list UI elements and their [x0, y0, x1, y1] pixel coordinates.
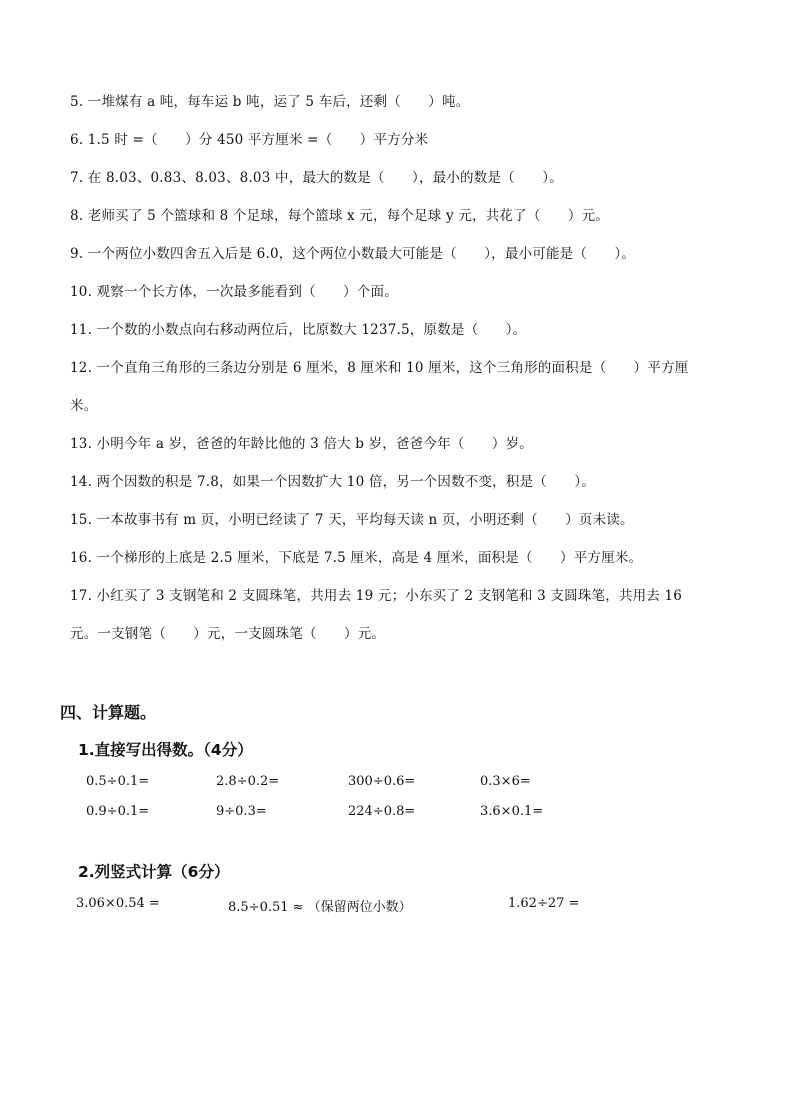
question-11: 11. 一个数的小数点向右移动两位后，比原数大 1237.5，原数是（ ）。: [70, 322, 527, 338]
question-6: 6. 1.5 时 =（ ）分 450 平方厘米 =（ ）平方分米: [70, 132, 429, 148]
question-5: 5. 一堆煤有 a 吨，每车运 b 吨，运了 5 车后，还剩（ ）吨。: [70, 94, 470, 110]
question-13: 13. 小明今年 a 岁，爸爸的年龄比他的 3 倍大 b 岁，爸爸今年（ ）岁。: [70, 436, 533, 452]
calc-item: 2.8÷0.2=: [216, 774, 280, 789]
question-12: 12. 一个直角三角形的三条边分别是 6 厘米，8 厘米和 10 厘米，这个三角形的面积是（ ）平方厘: [70, 360, 689, 376]
question-16: 16. 一个梯形的上底是 2.5 厘米，下底是 7.5 厘米，高是 4 厘米，面积是（ ）平方厘米。: [70, 550, 643, 566]
vertical-calc-item: 3.06×0.54 =: [76, 896, 160, 911]
question-10: 10. 观察一个长方体，一次最多能看到（ ）个面。: [70, 284, 398, 300]
question-17-continued: 元。一支钢笔（ ）元，一支圆珠笔（ ）元。: [70, 626, 386, 642]
part2-title: 2.列竖式计算（6分）: [78, 863, 230, 881]
calc-item: 3.6×0.1=: [480, 804, 544, 819]
part1-title: 1.直接写出得数。（4分）: [78, 741, 253, 759]
section-title: 四、计算题。: [60, 703, 157, 722]
question-15: 15. 一本故事书有 m 页，小明已经读了 7 天，平均每天读 n 页，小明还剩（ ）页未读。: [70, 512, 634, 528]
question-7: 7. 在 8.03、0.83、8.03、8.03 中，最大的数是（ ），最小的数是（ ）。: [70, 170, 563, 186]
vertical-calc-item: 1.62÷27 =: [508, 896, 580, 911]
calc-item: 0.9÷0.1=: [86, 804, 150, 819]
question-8: 8. 老师买了 5 个篮球和 8 个足球，每个篮球 x 元，每个足球 y 元，共花了（ ）元。: [70, 208, 610, 224]
calc-item: 9÷0.3=: [216, 804, 267, 819]
calc-item: 300÷0.6=: [348, 774, 416, 789]
question-9: 9. 一个两位小数四舍五入后是 6.0，这个两位小数最大可能是（ ），最小可能是（ ）。: [70, 246, 636, 262]
question-17: 17. 小红买了 3 支钢笔和 2 支圆珠笔，共用去 19 元；小东买了 2 支钢笔和 3 支圆珠笔，共用去 16: [70, 588, 683, 604]
calc-item: 224÷0.8=: [348, 804, 416, 819]
question-12-continued: 米。: [70, 398, 98, 414]
question-14: 14. 两个因数的积是 7.8，如果一个因数扩大 10 倍，另一个因数不变，积是（ ）。: [70, 474, 596, 490]
vertical-calc-item: 8.5÷0.51 ≈ （保留两位小数）: [228, 900, 412, 915]
calc-item: 0.3×6=: [480, 774, 531, 789]
calc-item: 0.5÷0.1=: [86, 774, 150, 789]
